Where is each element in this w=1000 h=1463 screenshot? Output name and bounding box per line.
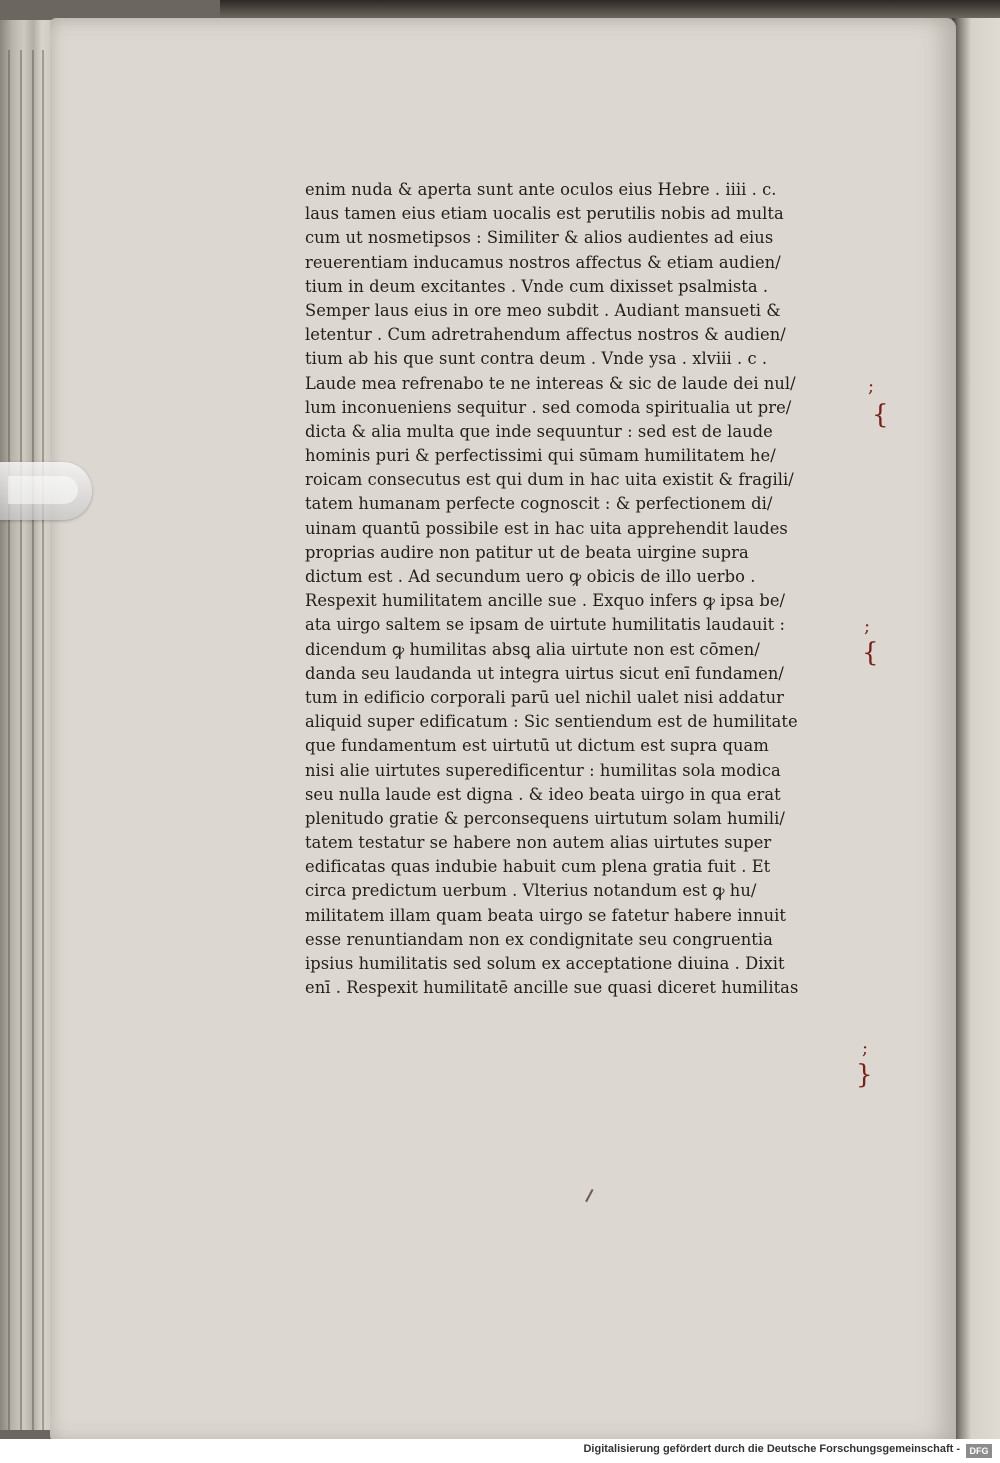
text-line: enim nuda & aperta sunt ante oculos eius Hebre . iiii . c. — [305, 180, 777, 199]
text-line: edificatas quas indubie habuit cum plena gratia fuit . Et — [305, 857, 771, 877]
text-line: cum ut nosmetipsos : Similiter & alios audientes ad eius — [305, 228, 774, 248]
text-line: dicendum ꝙ humilitas absꝗ alia uirtute non est cōmen/ — [305, 639, 760, 659]
text-line: dicta & alia multa que inde sequuntur : sed est de laude — [305, 421, 773, 441]
dfg-logo: DFG — [966, 1444, 992, 1458]
rubric-bracket: } — [856, 1060, 873, 1090]
text-line: enī . Respexit humilitatē ancille sue quasi diceret humilitas — [305, 978, 799, 998]
text-line: tium in deum excitantes . Vnde cum dixisset psalmista . — [305, 276, 769, 296]
text-line: uinam quantū possibile est in hac uita apprehendit laudes — [305, 518, 788, 538]
rubric-mark: ; — [864, 616, 871, 637]
text-line: letentur . Cum adretrahendum affectus nostros & audien/ — [305, 325, 786, 345]
rubric-mark: ; — [868, 376, 875, 397]
text-line: Semper laus eius in ore meo subdit . Audiant mansueti & — [305, 300, 781, 320]
page-edge-line — [42, 50, 44, 1430]
rubric-bracket: { — [872, 400, 889, 430]
text-line: dictum est . Ad secundum uero ꝙ obicis de illo uerbo . — [305, 567, 756, 586]
text-block — [305, 178, 880, 1000]
text-line: militatem illam quam beata uirgo se fatetur habere innuit — [305, 905, 787, 925]
text-line: reuerentiam inducamus nostros affectus & etiam audien/ — [305, 252, 781, 272]
book-top-edge — [220, 0, 1000, 18]
right-page-edge — [952, 0, 1000, 1463]
page-edge-line — [20, 50, 22, 1430]
text-line: circa predictum uerbum . Vlterius notandum est ꝙ hu/ — [305, 881, 757, 901]
text-line: que fundamentum est uirtutū ut dictum est supra quam — [305, 736, 769, 756]
text-line: proprias audire non patitur ut de beata uirgine supra — [305, 542, 749, 562]
text-line: tum in edificio corporali parū uel nichil ualet nisi addatur — [305, 687, 785, 707]
text-line: Respexit humilitatem ancille sue . Exquo infers ꝙ ipsa be/ — [305, 591, 786, 611]
plastic-clip — [0, 462, 92, 520]
page-edge-line — [8, 50, 10, 1430]
rubric-bracket: { — [862, 638, 879, 668]
text-line: tatem testatur se habere non autem alias uirtutes super — [305, 833, 772, 853]
text-line: nisi alie uirtutes superedificentur : humilitas sola modica — [305, 760, 781, 780]
text-line: tatem humanam perfecte cognoscit : & perfectionem di/ — [305, 494, 773, 514]
text-line: Laude mea refrenabo te ne intereas & sic de laude dei nul/ — [305, 373, 796, 393]
text-line: danda seu laudanda ut integra uirtus sicut enī fundamen/ — [305, 663, 784, 683]
text-line: roicam consecutus est qui dum in hac uita existit & fragili/ — [305, 470, 794, 490]
text-line: seu nulla laude est digna . & ideo beata uirgo in qua erat — [305, 784, 781, 804]
text-line: plenitudo gratie & perconsequens uirtutum solam humili/ — [305, 808, 785, 828]
page-edge-line — [32, 50, 34, 1430]
text-line: tium ab his que sunt contra deum . Vnde ysa . xlviii . c . — [305, 349, 768, 369]
clip-highlight — [8, 476, 78, 504]
text-line: hominis puri & perfectissimi qui sūmam humilitatem he/ — [305, 446, 776, 466]
footer-credit: Digitalisierung gefördert durch die Deutsche Forschungsgemeinschaft - — [583, 1443, 960, 1455]
text-line: esse renuntiandam non ex condignitate seu congruentia — [305, 929, 773, 949]
footer-bar — [0, 1439, 1000, 1463]
text-line: lum inconueniens sequitur . sed comoda spiritualia ut pre/ — [305, 397, 792, 417]
text-line: ata uirgo saltem se ipsam de uirtute humilitatis laudauit : — [305, 615, 786, 635]
text-line: laus tamen eius etiam uocalis est perutilis nobis ad multa — [305, 204, 784, 224]
text-line: ipsius humilitatis sed solum ex acceptatione diuina . Dixit — [305, 954, 785, 973]
text-line: aliquid super edificatum : Sic sentiendum est de humilitate — [305, 712, 798, 732]
rubric-mark: ; — [862, 1038, 869, 1059]
